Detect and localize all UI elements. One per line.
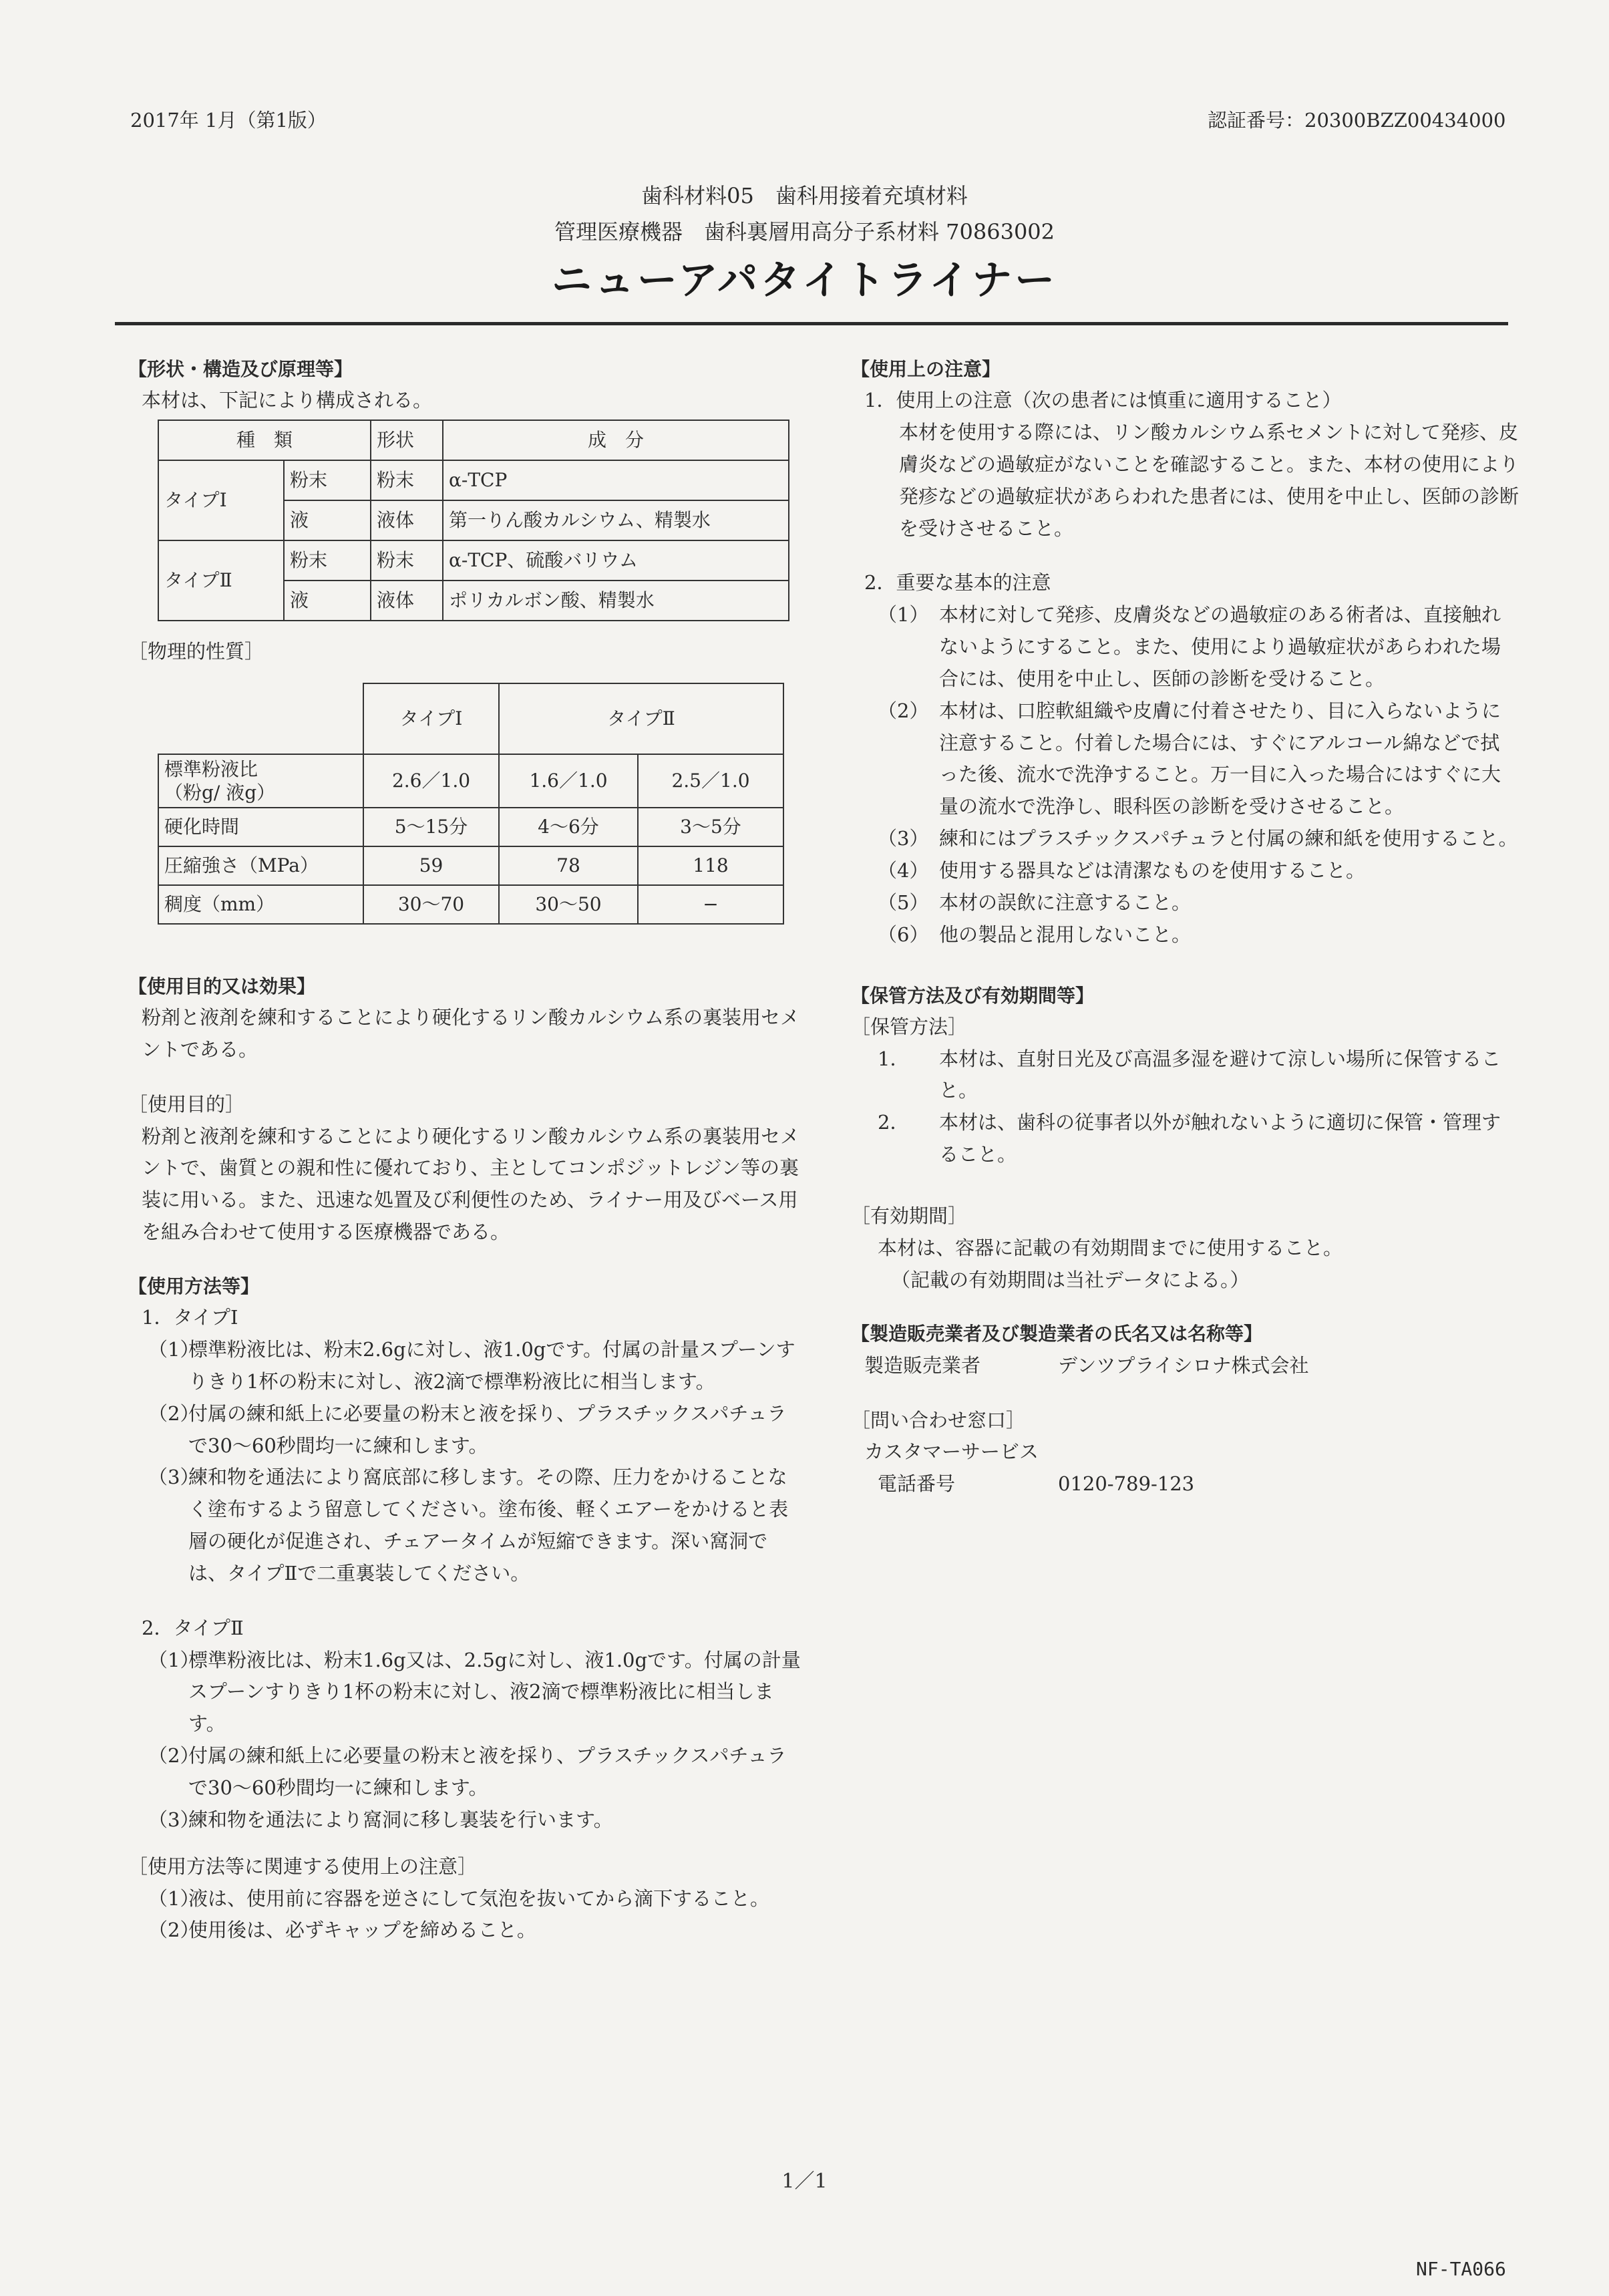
list-item — [128, 1804, 803, 1836]
storage-subheading: ［保管方法］ — [851, 1015, 968, 1038]
list-item — [851, 1043, 1519, 1108]
storage-heading: 【保管方法及び有効期間等】 — [851, 984, 1095, 1007]
item-number: （4） — [878, 859, 929, 882]
item-number: （2） — [878, 699, 929, 722]
item-number: （1） — [148, 1648, 200, 1671]
item-number: （2） — [148, 1402, 200, 1425]
list-item — [128, 1915, 803, 1947]
table-cell: 粉末 — [371, 540, 443, 581]
table-row — [158, 540, 789, 581]
table-cell: 第一りん酸カルシウム、精製水 — [443, 500, 789, 540]
table-cell: 59 — [363, 846, 499, 885]
item-number: （5） — [878, 890, 929, 914]
page-number: 1／1 — [781, 2170, 828, 2193]
phone-number: 0120-789-123 — [1058, 1472, 1195, 1496]
item-number: （1） — [878, 603, 929, 627]
item-number: （6） — [878, 923, 929, 946]
item-number: （3） — [148, 1466, 200, 1489]
item-number: （2） — [148, 1919, 200, 1942]
item-text: 標準粉液比は、粉末1.6g又は、2.5gに対し、液1.0gです。付属の計量スプーンすりきり1杯の粉末に対し、液2滴で標準粉液比に相当します。 — [188, 1648, 801, 1736]
item-text: 本材に対して発疹、皮膚炎などの過敏症のある術者は、直接触れないようにすること。また、使用により過敏症状があらわれた場合には、使用を中止し、医師の診断を受けること。 — [939, 603, 1501, 690]
caution1-title: 1．使用上の注意（次の患者には慎重に適用すること） — [864, 389, 1342, 412]
validity-note: （記載の有効期間は当社データによる。） — [891, 1268, 1250, 1291]
type1-method-title: 1．タイプⅠ — [142, 1306, 238, 1329]
item-text: 使用する器具などは清潔なものを使用すること。 — [939, 859, 1366, 882]
purpose-heading: 【使用目的又は効果】 — [128, 975, 316, 997]
table-row — [158, 885, 783, 924]
cautions-heading: 【使用上の注意】 — [851, 358, 1001, 380]
table-cell: 粉末 — [284, 460, 371, 500]
phone-line — [851, 1468, 1519, 1500]
document-code: NF-TA066 — [1416, 2258, 1506, 2280]
customer-service: カスタマーサービス — [864, 1440, 1039, 1464]
item-text: 標準粉液比は、粉末2.6gに対し、液1.0gです。付属の計量スプーンすりきり1杯の粉末に対し、液2滴で標準粉液比に相当します。 — [188, 1338, 795, 1393]
certification-number: 認証番号：20300BZZ00434000 — [1208, 109, 1506, 132]
phone-label: 電話番号 — [878, 1472, 956, 1496]
maker-line — [851, 1350, 1519, 1382]
list-item — [851, 695, 1519, 823]
purpose-text: 粉剤と液剤を練和することにより硬化するリン酸カルシウム系の裏装用セメントである。 — [142, 1006, 799, 1061]
type1-label: タイプⅠ — [158, 460, 284, 540]
table-cell: 4〜6分 — [499, 808, 638, 846]
table-cell: 5〜15分 — [363, 808, 499, 846]
maker-role: 製造販売業者 — [864, 1353, 981, 1377]
purpose-detail: 粉剤と液剤を練和することにより硬化するリン酸カルシウム系の裏装用セメントで、歯質との親和性に優れており、主としてコンポジットレジン等の裏装に用いる。また、迅速な処置及び利便性のため、ライナー用及びベース用を組み合わせて使用する医療機器である。 — [142, 1124, 799, 1244]
left-column — [128, 354, 803, 1947]
table-cell: 1.6／1.0 — [499, 754, 638, 808]
table-cell: 液体 — [371, 581, 443, 621]
related-cautions-subheading: ［使用方法等に関連する使用上の注意］ — [128, 1854, 478, 1878]
table-cell: 圧縮強さ（MPa） — [158, 846, 363, 885]
table-cell: 液 — [284, 500, 371, 540]
caution1-text: 本材を使用する際には、リン酸カルシウム系セメントに対して発疹、皮膚炎などの過敏症がないことを確認すること。また、本材の使用により発疹などの過敏症状があらわれた患者には、使用を中止し、医師の診断を受けさせること。 — [899, 421, 1519, 540]
table-cell: 粉末 — [284, 540, 371, 581]
item-text: 付属の練和紙上に必要量の粉末と液を採り、プラスチックスパチュラで30〜60秒間均一に練和します。 — [188, 1402, 787, 1457]
type2-method-title: 2．タイプⅡ — [142, 1616, 244, 1639]
composition-header-shape: 形状 — [371, 420, 443, 460]
item-number: 2． — [878, 1111, 910, 1134]
ratio-label: 標準粉液比 — [164, 758, 258, 780]
table-corner — [158, 683, 363, 754]
table-cell: − — [638, 885, 783, 924]
page-title: ニューアパタイトライナー — [551, 257, 1058, 304]
item-number: （3） — [878, 827, 929, 850]
table-cell: 稠度（mm） — [158, 885, 363, 924]
item-number: （3） — [148, 1808, 200, 1831]
table-row — [158, 846, 783, 885]
item-text: 他の製品と混用しないこと。 — [939, 923, 1192, 946]
table-cell: 液体 — [371, 500, 443, 540]
item-number: 1． — [878, 1047, 910, 1070]
list-item — [128, 1462, 803, 1589]
phys-header-type2: タイプⅡ — [499, 683, 783, 754]
table-row — [158, 460, 789, 500]
right-column — [851, 354, 1519, 1500]
method-heading: 【使用方法等】 — [128, 1275, 260, 1297]
device-category-line: 管理医療機器 歯科裏層用高分子系材料 70863002 — [554, 219, 1055, 244]
table-cell: 硬化時間 — [158, 808, 363, 846]
maker-heading: 【製造販売業者及び製造業者の氏名又は名称等】 — [851, 1323, 1263, 1345]
caution2-title: 2．重要な基本的注意 — [864, 571, 1051, 595]
table-cell: 3〜5分 — [638, 808, 783, 846]
item-text: 本材は、直射日光及び高温多湿を避けて涼しい場所に保管すること。 — [939, 1047, 1501, 1102]
item-text: 練和物を通法により窩底部に移します。その際、圧力をかけることなく塗布するよう留意してください。塗布後、軽くエアーをかけると表層の硬化が促進され、チェアータイムが短縮できます。深い窩洞では、タイプⅡで二重裏装してください。 — [188, 1466, 789, 1585]
phys-header-type1: タイプⅠ — [363, 683, 499, 754]
item-text: 本材の誤飲に注意すること。 — [939, 890, 1192, 914]
table-cell: 30〜50 — [499, 885, 638, 924]
purpose-subheading: ［使用目的］ — [128, 1092, 245, 1116]
item-number: （1） — [148, 1887, 200, 1910]
item-text: 練和物を通法により窩洞に移し裏装を行います。 — [188, 1808, 613, 1831]
table-cell: 118 — [638, 846, 783, 885]
ratio-unit: （粉g/ 液g） — [164, 781, 276, 804]
table-cell: 30〜70 — [363, 885, 499, 924]
list-item — [128, 1645, 803, 1741]
table-cell: ポリカルボン酸、精製水 — [443, 581, 789, 621]
table-cell: 78 — [499, 846, 638, 885]
item-number: （1） — [148, 1338, 200, 1361]
table-cell — [158, 754, 363, 808]
item-text: 使用後は、必ずキャップを締めること。 — [188, 1919, 536, 1942]
item-text: 練和にはプラスチックスパチュラと付属の練和紙を使用すること。 — [939, 827, 1518, 850]
list-item — [128, 1334, 803, 1398]
item-text: 液は、使用前に容器を逆さにして気泡を抜いてから滴下すること。 — [188, 1887, 770, 1910]
list-item — [851, 855, 1519, 887]
table-cell: α-TCP、硫酸バリウム — [443, 540, 789, 581]
type2-label: タイプⅡ — [158, 540, 284, 621]
item-text: 本材は、口腔軟組織や皮膚に付着させたり、目に入らないように注意すること。付着した場合には、すぐにアルコール綿などで拭った後、流水で洗浄すること。万一目に入った場合にはすぐに大量の流水で洗浄し、眼科医の診断を受けさせること。 — [939, 699, 1501, 818]
edition-date: 2017年 1月（第1版） — [130, 109, 327, 132]
item-text: 本材は、歯科の従事者以外が触れないように適切に保管・管理すること。 — [939, 1111, 1501, 1166]
item-number: （2） — [148, 1744, 200, 1768]
table-row — [158, 808, 783, 846]
item-text: 付属の練和紙上に必要量の粉末と液を採り、プラスチックスパチュラで30〜60秒間均一に練和します。 — [188, 1744, 787, 1799]
maker-name: デンツプライシロナ株式会社 — [1058, 1353, 1309, 1377]
table-row — [158, 754, 783, 808]
list-item — [128, 1883, 803, 1915]
contact-subheading: ［問い合わせ窓口］ — [851, 1408, 1026, 1432]
list-item — [128, 1398, 803, 1462]
shape-intro: 本材は、下記により構成される。 — [142, 389, 433, 412]
physical-properties-heading: ［物理的性質］ — [128, 640, 264, 663]
shape-heading: 【形状・構造及び原理等】 — [128, 358, 353, 380]
composition-header-type: 種 類 — [158, 420, 371, 460]
table-cell: 2.5／1.0 — [638, 754, 783, 808]
table-cell: 液 — [284, 581, 371, 621]
composition-header-components: 成 分 — [443, 420, 789, 460]
list-item — [128, 1740, 803, 1804]
list-item — [851, 887, 1519, 919]
composition-table — [158, 420, 789, 621]
table-cell: 粉末 — [371, 460, 443, 500]
list-item — [851, 919, 1519, 951]
table-cell: 2.6／1.0 — [363, 754, 499, 808]
list-item — [851, 599, 1519, 695]
validity-text: 本材は、容器に記載の有効期間までに使用すること。 — [878, 1236, 1343, 1259]
title-divider — [115, 322, 1508, 325]
classification-line: 歯科材料05 歯科用接着充填材料 — [641, 183, 968, 208]
list-item — [851, 1107, 1519, 1171]
list-item — [851, 823, 1519, 855]
validity-subheading: ［有効期間］ — [851, 1204, 968, 1227]
physical-properties-table — [158, 683, 784, 925]
table-cell: α-TCP — [443, 460, 789, 500]
